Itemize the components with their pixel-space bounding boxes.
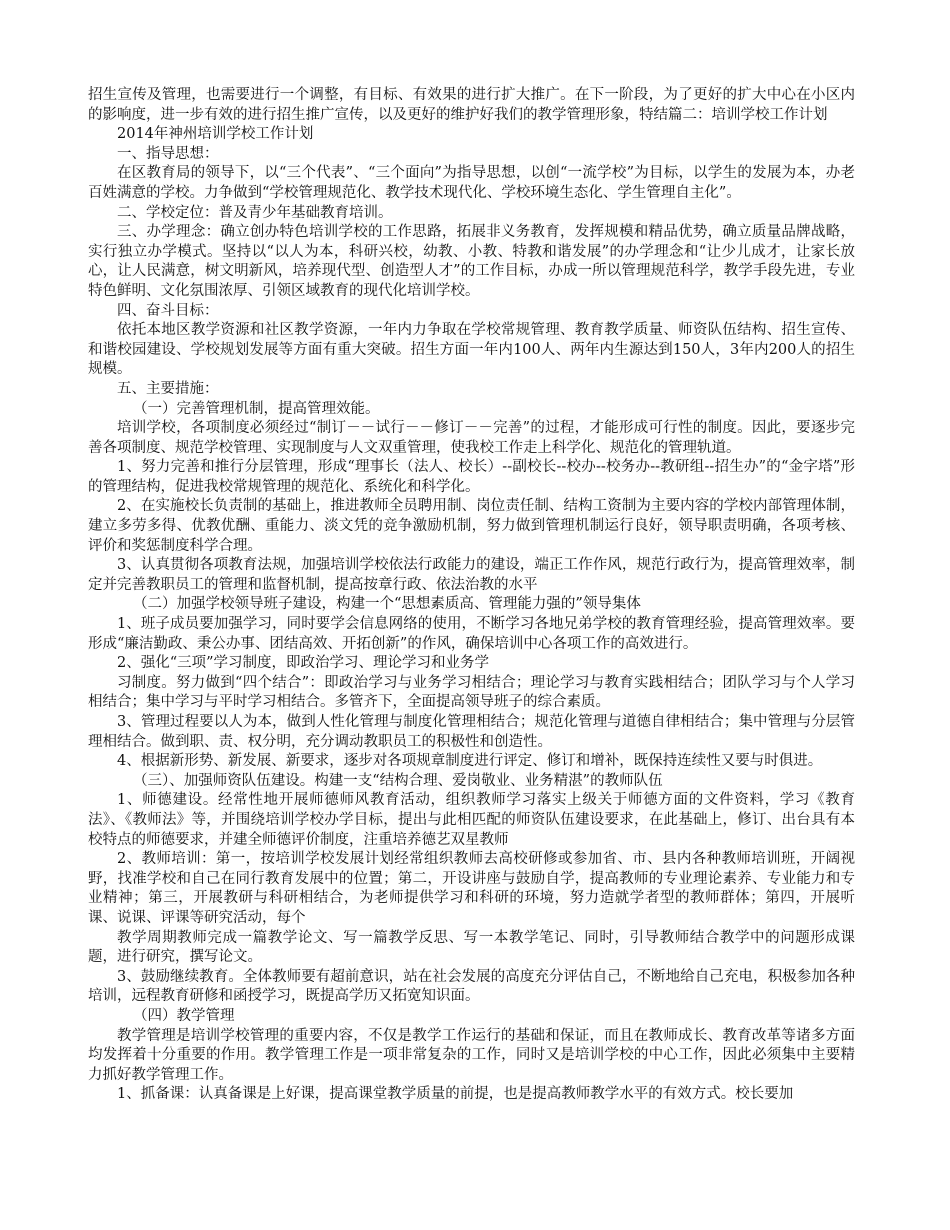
document-title: 2014年神州培训学校工作计划 xyxy=(117,126,314,143)
paragraph-1: 招生宣传及管理，也需要进行一个调整，有目标、有效果的进行扩大推广。在下一阶段，为了更好的扩大中心在小区内的影响度，进一步有效的进行招生推广宣传，以及更好的维护好我们的教学管理形象，特结篇二：培训学校工作计划 xyxy=(88,87,855,123)
paragraph-goals: 依托本地区教学资源和社区教学资源，一年内力争取在学校常规管理、教育教学质量、师资队伍结构、招生宣传、和谐校园建设、学校规划发展等方面有重大突破。招生方面一年内100人、两年内生源达到150人，3年内200人的招生规模。 xyxy=(88,322,855,378)
list-item-teachers-2: 2、教师培训：第一，按培训学校发展计划经常组织教师去高校研修或参加省、市、县内各种教师培训班，开阔视野，找准学校和自己在同行教育发展中的位置；第二，开设讲座与鼓励自学，提高教师的专业理论素养、专业能力和专业精神；第三，开展教研与科研相结合，为老师提供学习和科研的环境，努力造就学者型的教师群体；第四，开展听课、说课、评课等研究活动，每个 xyxy=(88,851,855,926)
paragraph-guiding-ideology: 在区教育局的领导下，以“三个代表”、“三个面向”为指导思想，以创“一流学校”为目标，以学生的发展为本，办老百姓满意的学校。力争做到“学校管理规范化、教学技术现代化、学校环境生态化、学生管理自主化”。 xyxy=(88,165,855,201)
subsection-heading-3: （三）、加强师资队伍建设。构建一支“结构合理、爱岗敬业、业务精湛”的教师队伍 xyxy=(133,772,663,789)
list-item-teachers-3: 3、鼓励继续教育。全体教师要有超前意识，站在社会发展的高度充分评估自己，不断地给自己充电，积极参加各种培训，远程教育研修和函授学习，既提高学历又拓宽知识面。 xyxy=(88,968,855,1005)
section-heading-2: 二、学校定位：普及青少年基础教育培训。 xyxy=(117,204,393,221)
list-item-management-1: 1、努力完善和推行分层管理，形成“理事长（法人、校长）--副校长--校办--校务办--教研组--招生办”的“金字塔”形的管理结构，促进我校常规管理的规范化、系统化和科学化。 xyxy=(88,459,855,495)
section-heading-3: 三、办学理念：确立创办特色培训学校的工作思路，拓展非义务教育，发挥规模和精品优势，确立质量品牌战略，实行独立办学模式。坚持以“以人为本，科研兴校，幼教、小教、特教和谐发展”的办学理念和“让少儿成才，让家长放心，让人民满意，树文明新风，培养现代型、创造型人才”的工作目标，办成一所以管理规范科学，教学手段先进，专业特色鲜明、文化氛围浓厚、引领区域教育的现代化培训学校。 xyxy=(88,224,855,299)
list-item-leadership-2: 2、强化“三项”学习制度，即政治学习、理论学习和业务学 xyxy=(117,655,490,672)
section-heading-4: 四、奋斗目标： xyxy=(117,302,219,319)
list-item-leadership-2-cont: 习制度。努力做到“四个结合”：即政治学习与业务学习相结合；理论学习与教育实践相结合；团队学习与个人学习相结合；集中学习与平时学习相结合。多管齐下，全面提高领导班子的综合素质。 xyxy=(88,674,855,711)
subsection-heading-1: （一）完善管理机制，提高管理效能。 xyxy=(133,400,380,417)
list-item-management-2: 2、在实施校长负责制的基础上，推进教师全员聘用制、岗位责任制、结构工资制为主要内容的学校内部管理体制，建立多劳多得、优教优酬、重能力、淡文凭的竞争激励机制，努力做到管理机制运行良好，领导职责明确，各项考核、评价和奖惩制度科学合理。 xyxy=(88,498,855,554)
list-item-teaching-1: 1、抓备课：认真备课是上好课，提高课堂教学质量的前提，也是提高教师教学水平的有效方式。校长要加 xyxy=(117,1086,794,1103)
paragraph-teaching-management: 教学管理是培训学校管理的重要内容，不仅是教学工作运行的基础和保证，而且在教师成长、教育改革等诸多方面均发挥着十分重要的作用。教学管理工作是一项非常复杂的工作，同时又是培训学校的中心工作，因此必须集中主要精力抓好教学管理工作。 xyxy=(88,1027,855,1083)
list-item-leadership-4: 4、根据新形势、新发展、新要求，逐步对各项规章制度进行评定、修订和增补，既保持连续性又要与时俱进。 xyxy=(117,753,823,770)
subsection-heading-4: （四）教学管理 xyxy=(133,1007,235,1024)
list-item-leadership-3: 3、管理过程要以人为本，做到人性化管理与制度化管理相结合；规范化管理与道德自律相结合；集中管理与分层管理相结合。做到职、责、权分明，充分调动教职员工的积极性和创造性。 xyxy=(88,714,855,750)
subsection-heading-2: （二）加强学校领导班子建设，构建一个“思想素质高、管理能力强的”领导集体 xyxy=(133,596,641,613)
section-heading-1: 一、指导思想： xyxy=(117,145,219,162)
list-item-management-3: 3、认真贯彻各项教育法规，加强培训学校依法行政能力的建设，端正工作作风，规范行政行为，提高管理效率，制定并完善教职员工的管理和监督机制，提高按章行政、依法治教的水平 xyxy=(88,557,855,593)
list-item-teachers-2-cont: 教学周期教师完成一篇教学论文、写一篇教学反思、写一本教学笔记、同时，引导教师结合教学中的问题形成课题，进行研究，撰写论文。 xyxy=(88,929,855,966)
list-item-leadership-1: 1、班子成员要加强学习，同时要学会信息网络的使用，不断学习各地兄弟学校的教育管理经验，提高管理效率。要形成“廉洁勤政、秉公办事、团结高效、开拓创新”的作风，确保培训中心各项工作的高效进行。 xyxy=(88,616,855,652)
list-item-teachers-1: 1、师德建设。经常性地开展师德师风教育活动，组织教师学习落实上级关于师德方面的文件资料，学习《教育法》、《教师法》等，并围绕培训学校办学目标，提出与此相匹配的师资队伍建设要求，在此基础上，修订、出台具有本校特点的师德要求，并建全师德评价制度，注重培养德艺双星教师 xyxy=(88,792,855,848)
paragraph-management-intro: 培训学校，各项制度必须经过“制订－－试行－－修订－－完善”的过程，才能形成可行性的制度。因此，要逐步完善各项制度、规范学校管理、实现制度与人文双重管理，使我校工作走上科学化、规范化的管理轨道。 xyxy=(88,420,855,456)
section-heading-5: 五、主要措施： xyxy=(117,380,219,397)
